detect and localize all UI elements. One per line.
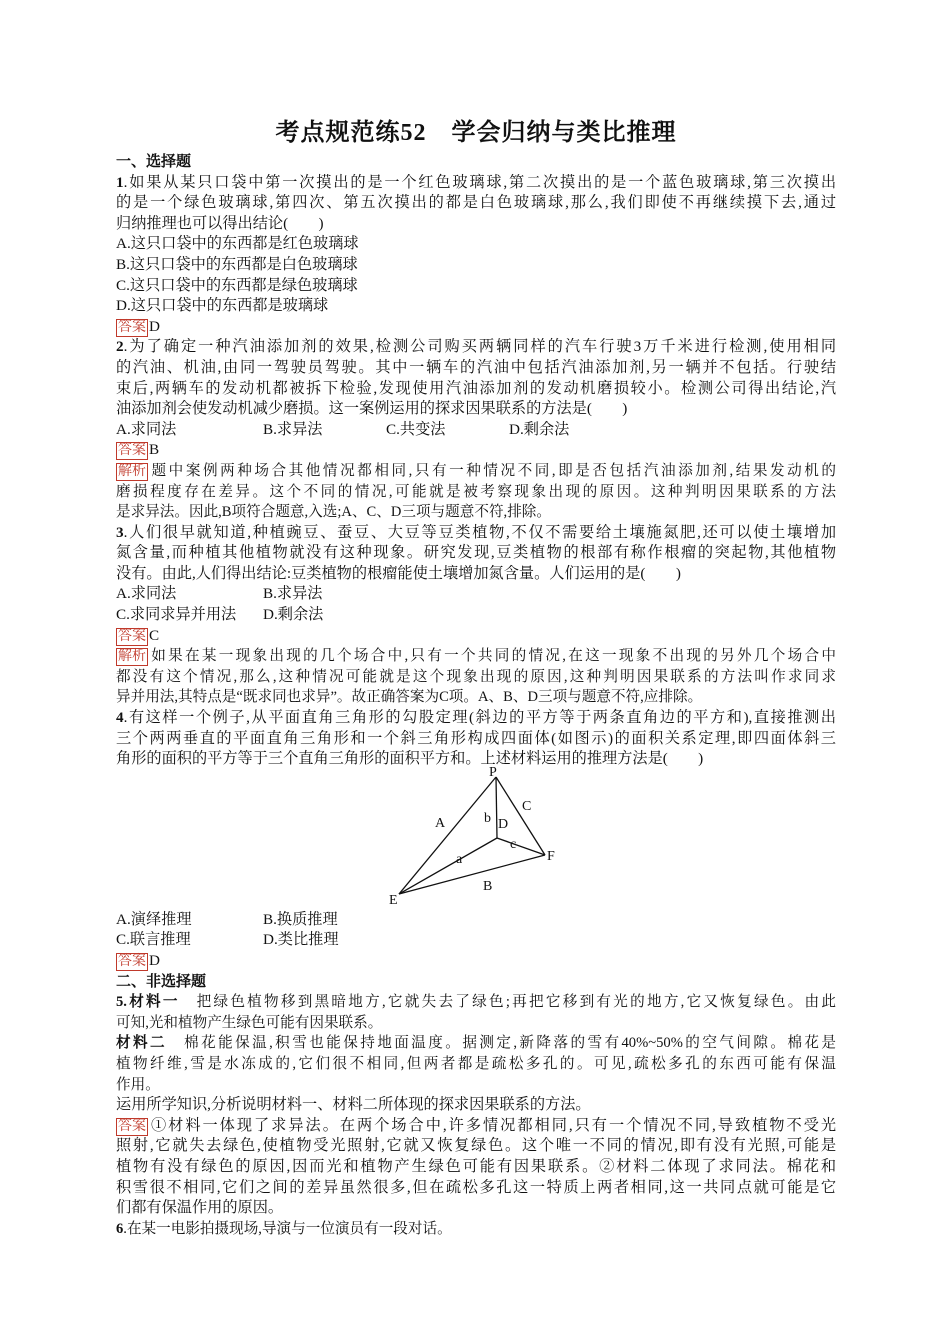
option-b: B.求异法 — [263, 585, 323, 603]
analysis-text: 是求异法。因此,B项符合题意,入选;A、C、D三项与题意不符,排除。 — [116, 504, 551, 521]
question-number: 3 — [116, 523, 124, 541]
answer-text: 植物有没有绿色的原因,因而光和植物产生绿色可能有因果联系。②材料二体现了求同法。棉花和 — [116, 1157, 836, 1175]
page-content — [116, 116, 836, 1239]
tetrahedron-diagram — [386, 766, 576, 906]
options-row — [116, 910, 836, 931]
question-text: 角形的面积的平方等于三个直角三角形的面积平方和。上述材料运用的推理方法是( ) — [116, 750, 704, 768]
option-d: D.类比推理 — [263, 931, 339, 949]
question-text: .为了确定一种汽油添加剂的效果,检测公司购买两辆同样的汽车行驶3万千米进行检测,使用相同 — [123, 338, 836, 356]
option-a: A.这只口袋中的东西都是红色玻璃球 — [116, 235, 359, 253]
answer-tag: 答案 — [118, 443, 146, 459]
answer-value: D — [149, 317, 160, 335]
question-number: 5 — [116, 994, 124, 1011]
analysis-block — [116, 646, 836, 708]
question-number: 6 — [116, 1220, 124, 1237]
question-text: .在某一电影拍摄现场,导演与一位演员有一段对话。 — [123, 1220, 452, 1237]
material-text: 作用。 — [116, 1076, 160, 1093]
option-d: D.剩余法 — [509, 420, 570, 438]
label-B: B — [483, 878, 493, 894]
label-c: c — [510, 836, 517, 852]
material-text: 棉花能保温,积雪也能保持地面温度。据测定,新降落的雪有40%~50%的空气间隙。棉花是 — [167, 1035, 836, 1052]
answer-value: B — [149, 441, 160, 459]
question-1 — [116, 173, 836, 338]
question-text: .有这样一个例子,从平面直角三角形的勾股定理(斜边的平方等于两条直角边的平方和),直接推测出 — [123, 709, 836, 727]
options-row — [116, 420, 836, 441]
option-a: A.演绎推理 — [116, 910, 192, 928]
analysis-tag: 解析 — [118, 463, 146, 479]
answer-row — [116, 317, 836, 338]
options-row — [116, 605, 836, 626]
question-number: 2 — [116, 338, 124, 356]
material-text: 植物纤维,雪是水冻成的,它们很不相同,但两者都是疏松多孔的。可见,疏松多孔的东西可能有保温 — [116, 1055, 836, 1072]
label-C: C — [522, 798, 532, 814]
question-text: 三个两两垂直的平面直角三角形和一个斜三角形构成四面体(如图示)的面积关系定理,即四面体斜三 — [116, 729, 836, 747]
options-row — [116, 930, 836, 951]
answer-value: C — [149, 626, 160, 644]
label-D: D — [498, 816, 509, 832]
label-F: F — [547, 848, 555, 864]
answer-tag: 答案 — [118, 319, 146, 335]
analysis-text: 异并用法,其特点是“既求同也求异”。故正确答案为C项。A、B、D三项与题意不符,应排除。 — [116, 689, 703, 706]
option-c: C.联言推理 — [116, 931, 191, 949]
answer-text: 们都有保温作用的原因。 — [116, 1199, 284, 1217]
question-5 — [116, 992, 836, 1219]
option-c: C.这只口袋中的东西都是绿色玻璃球 — [116, 276, 358, 294]
option-d: D.剩余法 — [263, 606, 324, 624]
options-row — [116, 584, 836, 605]
question-text: 运用所学知识,分析说明材料一、材料二所体现的探求因果联系的方法。 — [116, 1096, 591, 1114]
option-b: B.求异法 — [263, 420, 323, 438]
question-number: 4 — [116, 709, 124, 727]
option-a: A.求同法 — [116, 585, 177, 603]
question-text: .如果从某只口袋中第一次摸出的是一个红色玻璃球,第二次摸出的是一个蓝色玻璃球,第三次摸出 — [123, 173, 836, 191]
tetrahedron-figure — [116, 765, 836, 910]
answer-tag: 答案 — [118, 954, 146, 969]
analysis-text: 磨损程度存在差异。这个不同的情况,可能就是被考察现象出现的原因。这种判明因果联系的方法 — [116, 483, 836, 500]
question-text: 束后,两辆车的发动机都被拆下检验,发现使用汽油添加剂的发动机磨损较小。检测公司得出结论,汽 — [116, 379, 836, 397]
question-text: 没有。由此,人们得出结论:豆类植物的根瘤能使土壤增加氮含量。人们运用的是( ) — [116, 564, 681, 582]
page-title: 考点规范练52 学会归纳与类比推理 — [275, 120, 677, 146]
answer-text: 照射,它就失去绿色,使植物受光照射,它就又恢复绿色。这个唯一不同的情况,即有没有光照,可能是 — [116, 1137, 836, 1155]
analysis-text: 都没有这个情况,那么,这种情况可能就是这个现象出现的原因,这种判明因果联系的方法叫作求同求 — [116, 668, 836, 685]
answer-value: D — [149, 952, 160, 969]
answer-row — [116, 626, 836, 647]
analysis-block — [116, 461, 836, 523]
answer-tag: 答案 — [118, 1118, 146, 1134]
question-text: .人们很早就知道,种植豌豆、蚕豆、大豆等豆类植物,不仅不需要给土壤施氮肥,还可以使土壤增加 — [123, 523, 836, 541]
material-1-label: .材料一 — [123, 994, 180, 1011]
option-b: B.这只口袋中的东西都是白色玻璃球 — [116, 255, 358, 273]
label-E: E — [389, 892, 398, 906]
question-text: 油添加剂会使发动机减少磨损。这一案例运用的探求因果联系的方法是( ) — [116, 400, 628, 418]
question-6 — [116, 1219, 836, 1240]
answer-tag: 答案 — [118, 628, 146, 644]
answer-row — [116, 951, 836, 972]
material-text: 把绿色植物移到黑暗地方,它就失去了绿色;再把它移到有光的地方,它又恢复绿色。由此 — [179, 994, 836, 1011]
analysis-tag: 解析 — [118, 649, 146, 665]
question-text: 归纳推理也可以得出结论( ) — [116, 214, 324, 232]
section-heading-nonchoice: 二、非选择题 — [116, 973, 207, 990]
question-3 — [116, 523, 836, 708]
question-text: 氮含量,而种植其他植物就没有这种现象。研究发现,豆类植物的根部有称作根瘤的突起物,其他植物 — [116, 544, 836, 562]
section-heading-choice: 一、选择题 — [116, 154, 192, 170]
option-a: A.求同法 — [116, 420, 177, 438]
label-b: b — [484, 810, 491, 826]
label-A: A — [435, 815, 446, 831]
question-4 — [116, 708, 836, 972]
answer-row — [116, 440, 836, 461]
question-text: 的是一个绿色玻璃球,第四次、第五次摸出的都是白色玻璃球,那么,我们即使不再继续摸下去,通过 — [116, 194, 836, 212]
answer-text: 积雪很不相同,它们之间的差异虽然很多,但在疏松多孔这一特质上两者相同,这一共同点就可能是它 — [116, 1178, 836, 1196]
material-text: 可知,光和植物产生绿色可能有因果联系。 — [116, 1014, 383, 1031]
option-c: C.共变法 — [386, 420, 446, 438]
question-number: 1 — [116, 173, 124, 191]
question-2 — [116, 337, 836, 522]
label-P: P — [489, 765, 497, 780]
answer-text: ①材料一体现了求异法。在两个场合中,许多情况都相同,只有一个情况不同,导致植物不受光 — [149, 1116, 836, 1134]
material-2-label: 材料二 — [116, 1035, 168, 1052]
analysis-text: 如果在某一现象出现的几个场合中,只有一个共同的情况,在这一现象不出现的另外几个场合中 — [149, 648, 836, 665]
label-a: a — [456, 851, 463, 867]
question-text: 的汽油、机油,由同一驾驶员驾驶。其中一辆车的汽油中包括汽油添加剂,另一辆并不包括。行驶结 — [116, 358, 836, 376]
option-d: D.这只口袋中的东西都是玻璃球 — [116, 297, 329, 315]
analysis-text: 题中案例两种场合其他情况都相同,只有一种情况不同,即是否包括汽油添加剂,结果发动机的 — [149, 462, 836, 479]
option-c: C.求同求异并用法 — [116, 606, 237, 624]
option-b: B.换质推理 — [263, 910, 338, 928]
